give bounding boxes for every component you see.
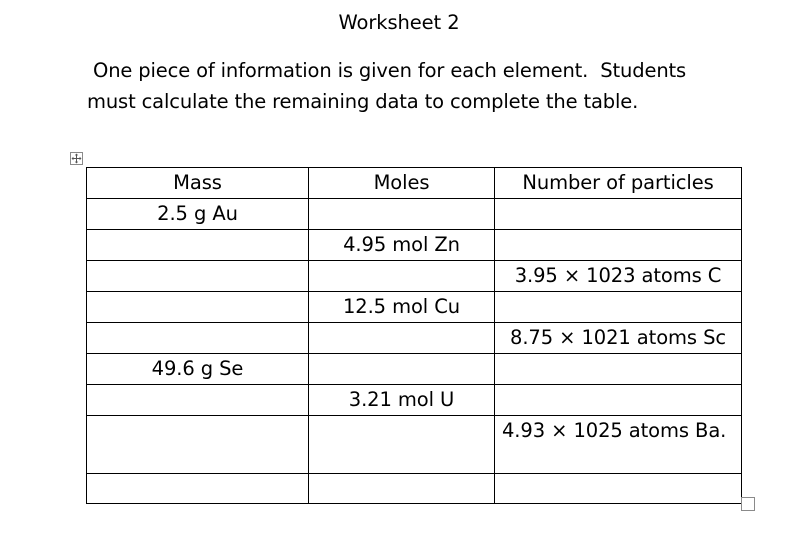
table-cell[interactable]: 4.93 × 1025 atoms Ba. [495, 416, 742, 474]
table-cell[interactable] [87, 385, 309, 416]
table-resize-handle[interactable] [741, 497, 755, 511]
table-row [87, 416, 742, 474]
table-row [87, 385, 742, 416]
table-cell[interactable]: 3.95 × 1023 atoms C [495, 261, 742, 292]
table-cell[interactable] [309, 416, 495, 474]
table-cell[interactable] [87, 230, 309, 261]
table-cell[interactable]: 12.5 mol Cu [309, 292, 495, 323]
table-cell[interactable]: 4.95 mol Zn [309, 230, 495, 261]
table-cell[interactable] [87, 416, 309, 474]
table-cell[interactable] [495, 354, 742, 385]
table-row [87, 261, 742, 292]
intro-line-1: One piece of information is given for each element. Students [93, 59, 687, 82]
table-cell[interactable] [87, 292, 309, 323]
table-cell[interactable] [495, 474, 742, 504]
table-cell[interactable]: 2.5 g Au [87, 199, 309, 230]
header-mass: Mass [87, 168, 309, 199]
table-row [87, 323, 742, 354]
page-title: Worksheet 2 [338, 11, 460, 34]
header-number-of-particles: Number of particles [495, 168, 742, 199]
table-cell[interactable]: 49.6 g Se [87, 354, 309, 385]
table-cell[interactable] [87, 323, 309, 354]
table-cell[interactable] [309, 323, 495, 354]
table-header-row [87, 168, 742, 199]
intro-paragraph [87, 55, 767, 117]
table-cell[interactable] [309, 354, 495, 385]
table-row [87, 354, 742, 385]
table-row [87, 474, 742, 504]
table-cell[interactable] [309, 474, 495, 504]
table-cell[interactable] [495, 292, 742, 323]
table-row [87, 230, 742, 261]
table-cell[interactable]: 3.21 mol U [309, 385, 495, 416]
header-moles: Moles [309, 168, 495, 199]
table-cell[interactable] [495, 199, 742, 230]
table-move-handle[interactable] [70, 152, 83, 165]
table-cell[interactable] [495, 230, 742, 261]
move-arrows-icon [71, 153, 82, 164]
table-cell[interactable] [495, 385, 742, 416]
table-cell[interactable] [309, 199, 495, 230]
table-cell[interactable] [87, 474, 309, 504]
table-cell[interactable] [309, 261, 495, 292]
data-table [86, 167, 742, 504]
intro-line-2: must calculate the remaining data to complete the table. [87, 90, 639, 113]
table-cell[interactable] [87, 261, 309, 292]
table-row [87, 292, 742, 323]
table-cell[interactable]: 8.75 × 1021 atoms Sc [495, 323, 742, 354]
table-row [87, 199, 742, 230]
